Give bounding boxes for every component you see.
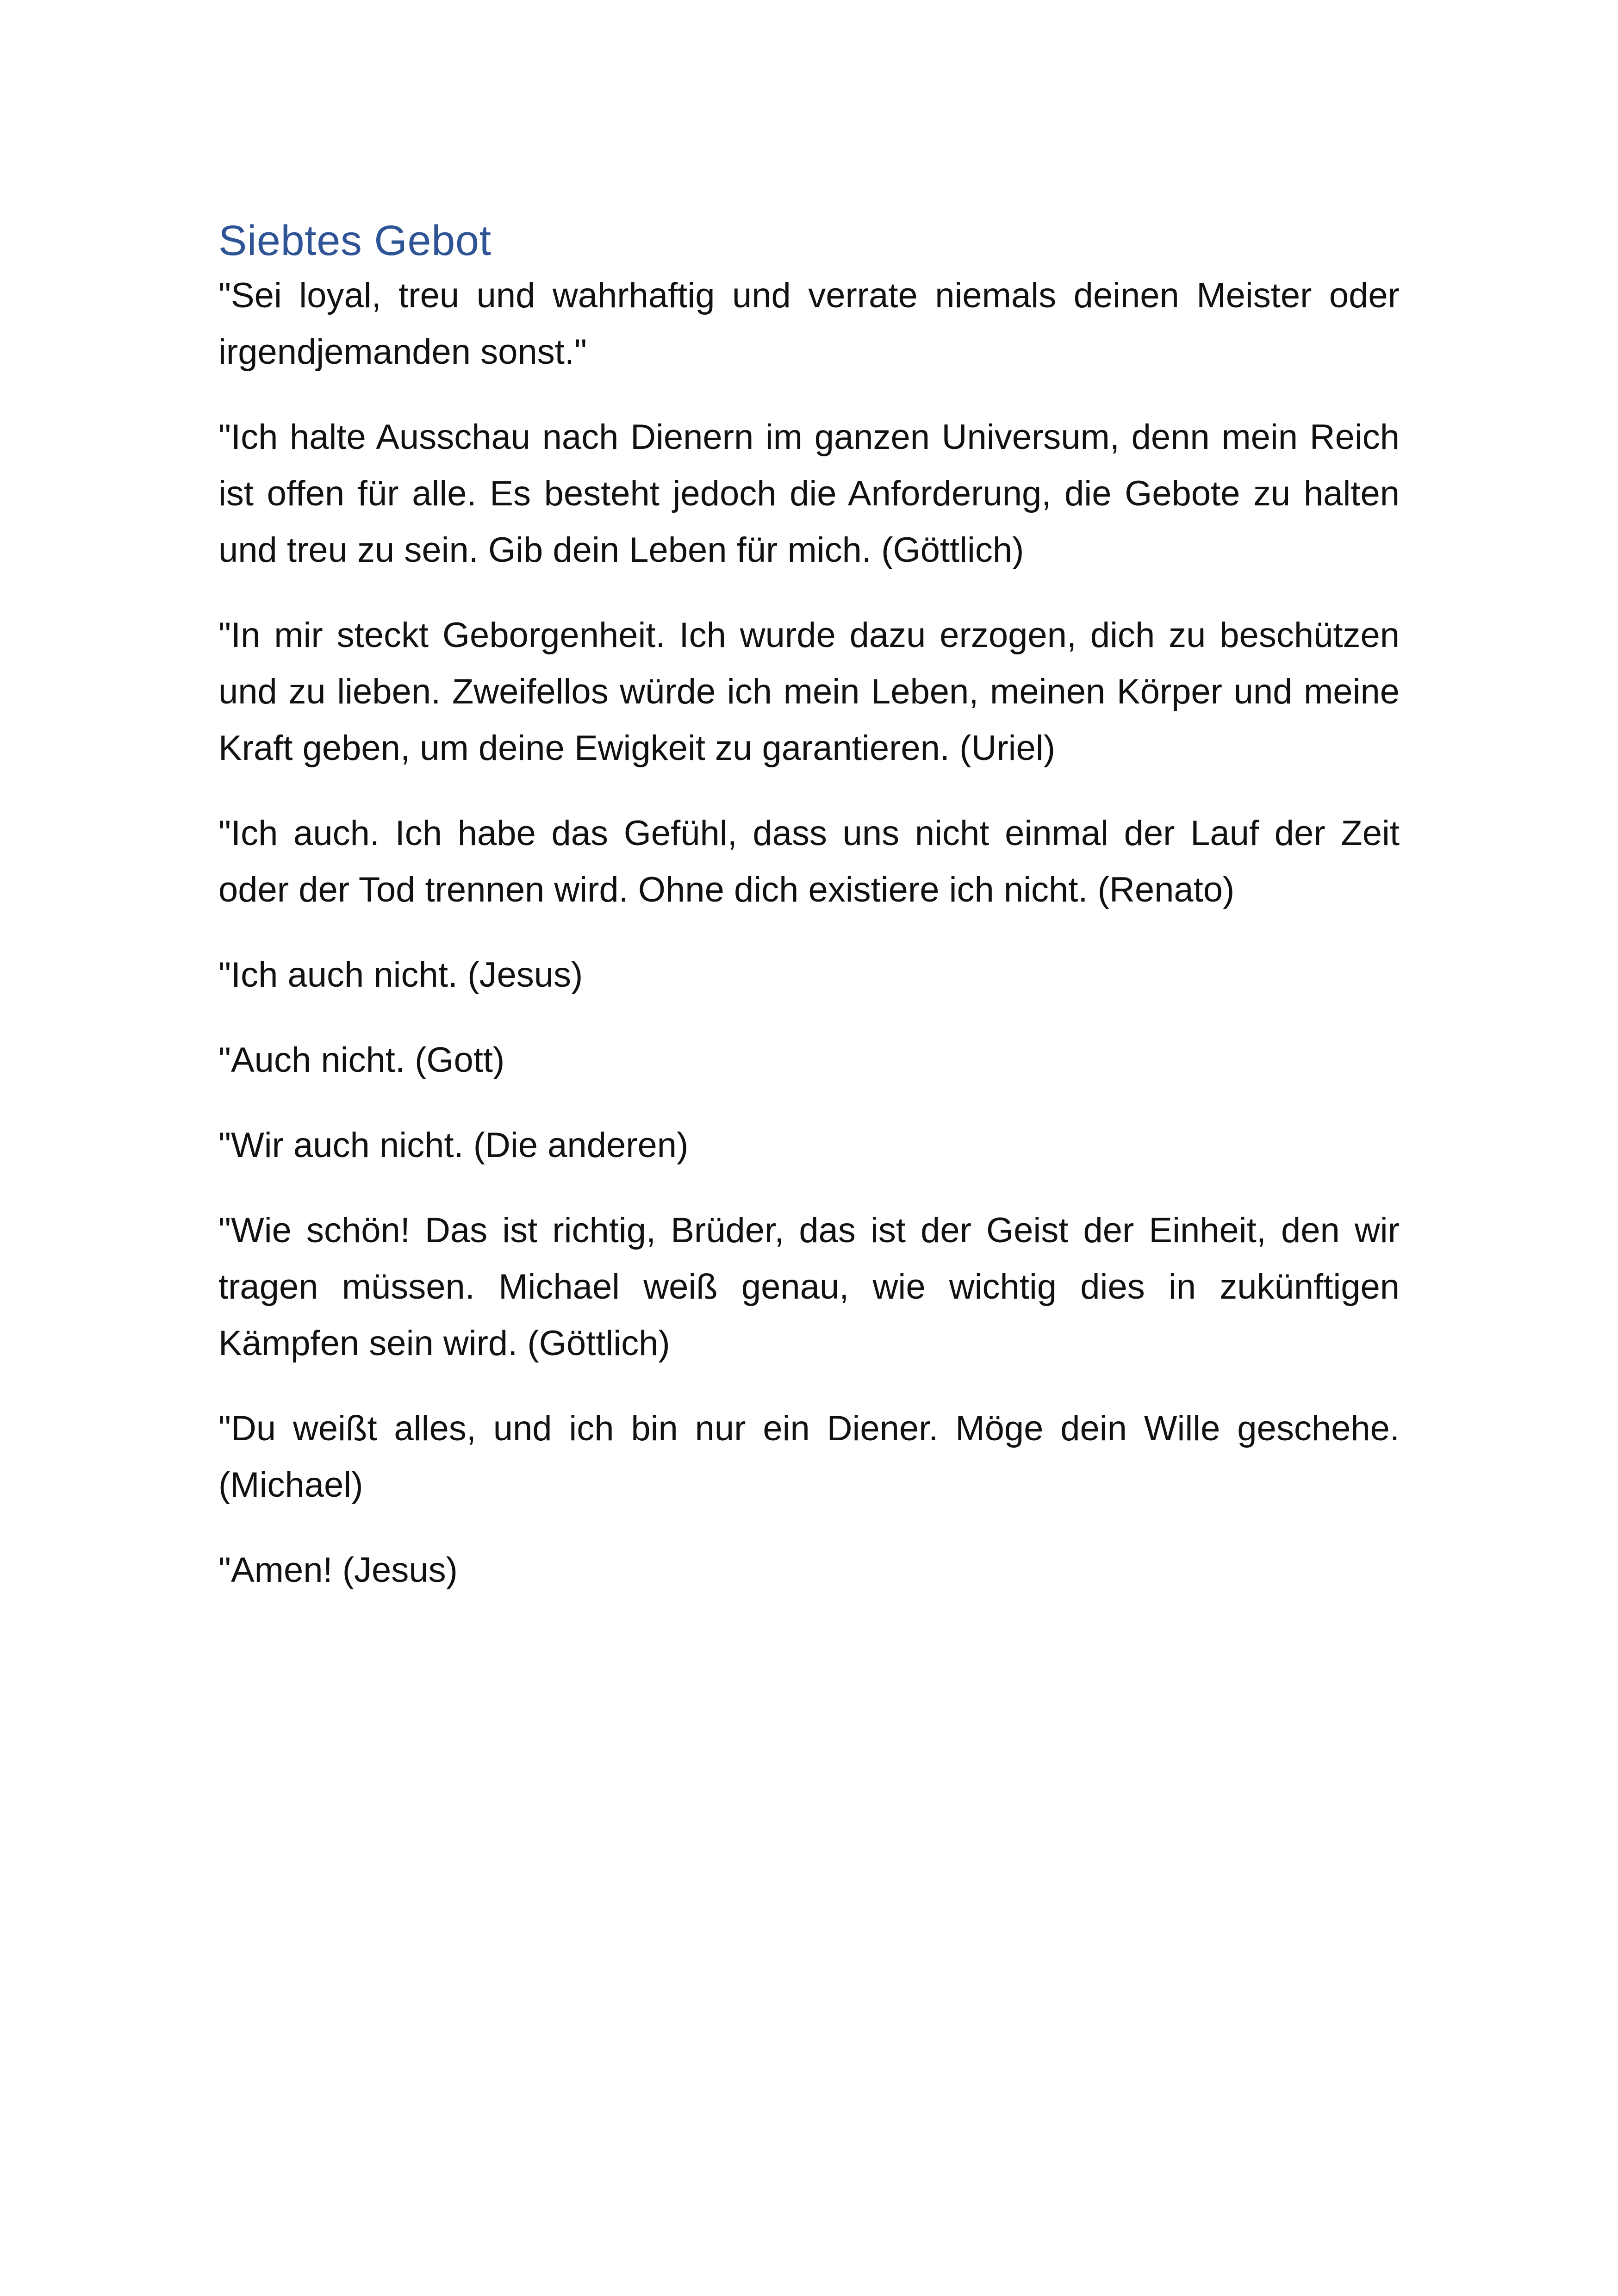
document-body xyxy=(218,217,1400,1627)
paragraph-michael: "Du weißt alles, und ich bin nur ein Diener. Möge dein Wille geschehe. (Michael) xyxy=(218,1408,1400,1505)
section-heading: Siebtes Gebot xyxy=(218,217,492,264)
paragraph-uriel: "In mir steckt Geborgenheit. Ich wurde dazu erzogen, dich zu beschützen und zu lieben. Zweifellos würde ich mein Leben, meinen Körper und meine Kraft geben, um deine Ewigkeit zu garantieren. (Uriel) xyxy=(218,615,1400,768)
paragraph-die-anderen: "Wir auch nicht. (Die anderen) xyxy=(218,1125,689,1165)
paragraph-goettlich-1: "Ich halte Ausschau nach Dienern im ganzen Universum, denn mein Reich ist offen für alle. Es besteht jedoch die Anforderung, die Gebote zu halten und treu zu sein. Gib dein Leben für mich. (Göttlich) xyxy=(218,417,1400,570)
paragraph-commandment: "Sei loyal, treu und wahrhaftig und verrate niemals deinen Meister oder irgendjemanden sonst." xyxy=(218,275,1400,372)
paragraph-gott: "Auch nicht. (Gott) xyxy=(218,1040,505,1080)
paragraph-goettlich-2: "Wie schön! Das ist richtig, Brüder, das ist der Geist der Einheit, den wir tragen müssen. Michael weiß genau, wie wichtig dies in zukünftigen Kämpfen sein wird. (Göttlich) xyxy=(218,1210,1400,1363)
paragraph-renato: "Ich auch. Ich habe das Gefühl, dass uns nicht einmal der Lauf der Zeit oder der Tod trennen wird. Ohne dich existiere ich nicht. (Renato) xyxy=(218,813,1400,909)
paragraph-jesus-2: "Amen! (Jesus) xyxy=(218,1550,458,1590)
paragraph-jesus-1: "Ich auch nicht. (Jesus) xyxy=(218,955,583,995)
